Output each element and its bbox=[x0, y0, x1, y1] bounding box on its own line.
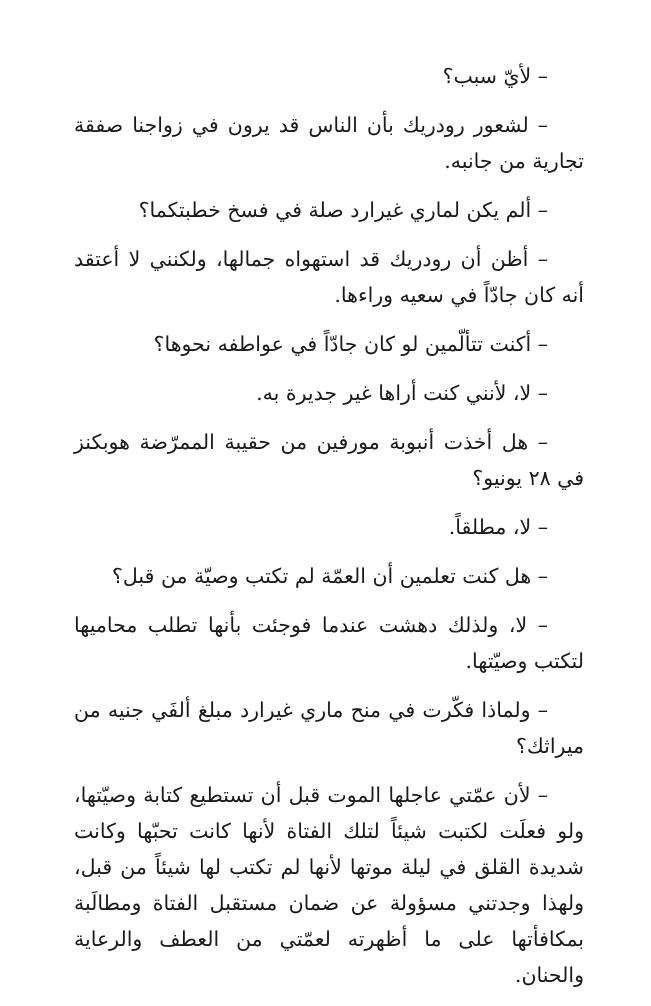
paragraph-7: – هل أخذت أنبوبة مورفين من حقيبة الممرّضة هوبكنز في ٢٨ يونيو؟ bbox=[74, 430, 584, 490]
paragraph-11: – ولماذا فكّرت في منح ماري غيرارد مبلغ ألفَي جنيه من ميراثك؟ bbox=[74, 698, 584, 758]
paragraph-1: – لأيّ سبب؟ bbox=[442, 64, 548, 88]
paragraph-10: – لا، ولذلك دهشت عندما فوجئت بأنها تطلب محاميها لتكتب وصيّتها. bbox=[74, 613, 584, 673]
paragraph-12: – لأن عمّتي عاجلها الموت قبل أن تستطيع كتابة وصيّتها، ولو فعلَت لكتبت شيئاً لتلك الفتاة لأنها كانت تحبّها وكانت شديدة القلق في ليلة موتها لأنها لم تكتب لها شيئاً من قبل، ولهذا وجدتني مسؤولة عن ضمان مستقبل الفتاة ومطالَبة بمكافأتها على ما أظهرته لعمّتي من العطف والرعاية والحنان. bbox=[74, 783, 584, 987]
paragraph-3: – ألم يكن لماري غيرارد صلة في فسخ خطبتكما؟ bbox=[138, 198, 548, 222]
paragraph-6: – لا، لأنني كنت أراها غير جديرة به. bbox=[256, 381, 548, 405]
paragraph-5: – أكنت تتألّمين لو كان جادّاً في عواطفه نحوها؟ bbox=[153, 332, 548, 356]
paragraph-9: – هل كنت تعلمين أن العمّة لم تكتب وصيّة من قبل؟ bbox=[112, 564, 548, 588]
paragraph-8: – لا، مطلقاً. bbox=[448, 515, 548, 539]
paragraph-2: – لشعور رودريك بأن الناس قد يرون في زواجنا صفقة تجارية من جانبه. bbox=[74, 113, 584, 173]
page-text bbox=[74, 58, 584, 1006]
paragraph-4: – أظن أن رودريك قد استهواه جمالها، ولكنني لا أعتقد أنه كان جادّاً في سعيه وراءها. bbox=[74, 247, 584, 307]
